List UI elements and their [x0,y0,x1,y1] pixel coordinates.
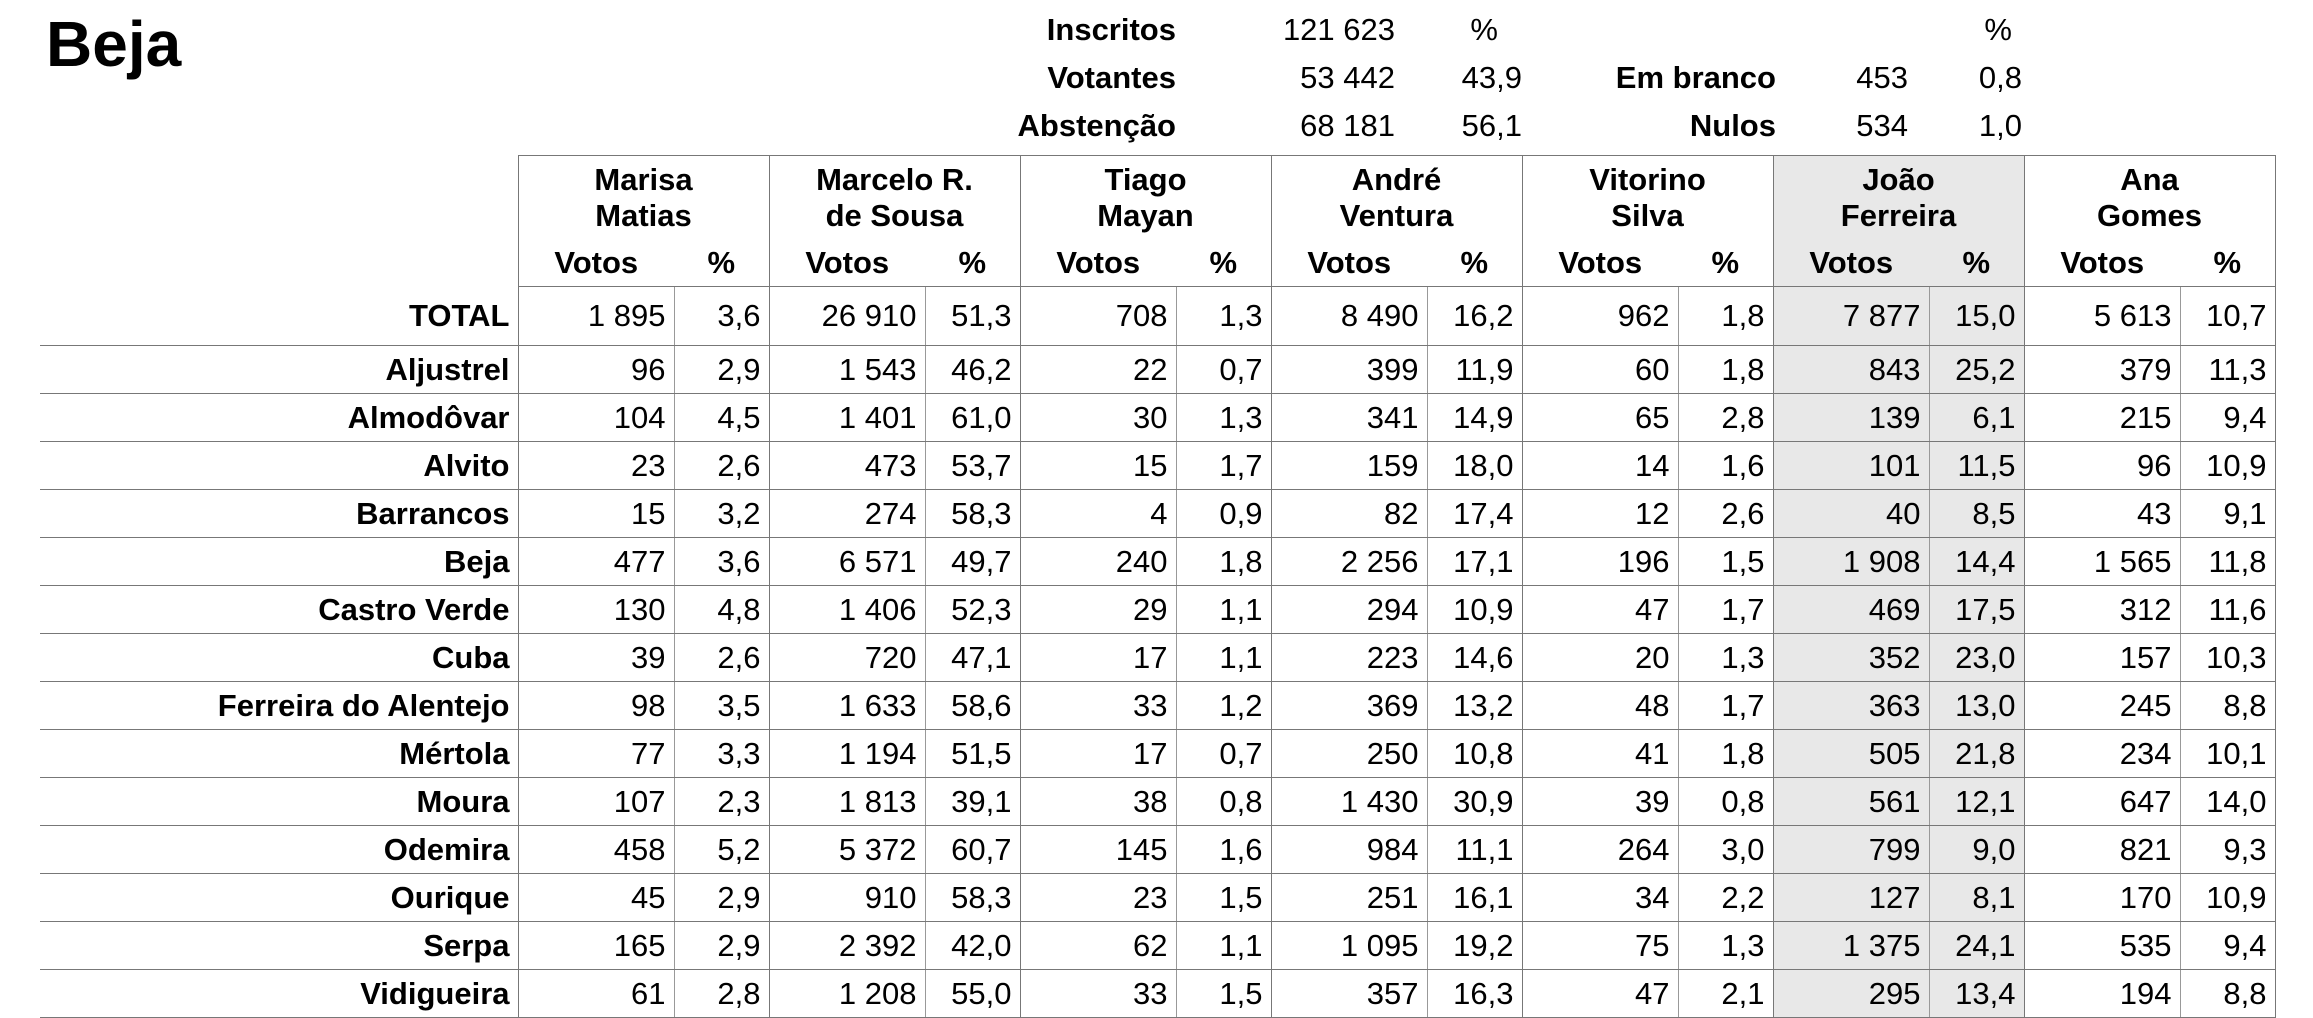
pct-cell: 2,8 [674,970,769,1018]
votes-cell: 60 [1522,346,1678,394]
pct-cell: 9,1 [2180,490,2275,538]
votes-cell: 82 [1271,490,1427,538]
votes-cell: 264 [1522,826,1678,874]
pct-cell: 1,3 [1678,922,1773,970]
pct-cell: 10,9 [1427,586,1522,634]
votes-cell: 39 [518,634,674,682]
pct-cell: 14,9 [1427,394,1522,442]
pct-header: % [1427,240,1522,287]
votes-cell: 274 [769,490,925,538]
votes-cell: 234 [2024,730,2180,778]
votes-cell: 379 [2024,346,2180,394]
municipality-name: Ferreira do Alentejo [40,682,518,730]
votes-cell: 20 [1522,634,1678,682]
table-row [40,778,2275,826]
votes-cell: 647 [2024,778,2180,826]
pct-cell: 6,1 [1929,394,2024,442]
candidate-header-row [40,156,2275,241]
votes-cell: 61 [518,970,674,1018]
candidate-name-line2: Matias [595,198,692,233]
pct-cell: 0,7 [1176,346,1271,394]
pct-cell: 1,8 [1678,346,1773,394]
pct-cell: 1,7 [1678,682,1773,730]
pct-cell: 12,1 [1929,778,2024,826]
abstencao-pct: 56,1 [1461,108,1522,143]
votes-cell: 130 [518,586,674,634]
votes-cell: 720 [769,634,925,682]
pct-cell: 3,5 [674,682,769,730]
pct-cell: 5,2 [674,826,769,874]
pct-header-left: % [1470,12,1498,47]
pct-cell: 8,8 [2180,970,2275,1018]
pct-cell: 58,6 [925,682,1020,730]
votes-cell: 29 [1020,586,1176,634]
pct-cell: 1,1 [1176,586,1271,634]
abstencao-value: 68 181 [1300,108,1395,143]
municipality-name: Mértola [40,730,518,778]
votes-cell: 39 [1522,778,1678,826]
pct-cell: 0,8 [1176,778,1271,826]
votes-cell: 294 [1271,586,1427,634]
pct-cell: 11,5 [1929,442,2024,490]
pct-cell: 11,6 [2180,586,2275,634]
votos-header: Votos [1773,240,1929,287]
pct-cell: 16,3 [1427,970,1522,1018]
votes-cell: 2 256 [1271,538,1427,586]
votes-cell: 1 095 [1271,922,1427,970]
votes-cell: 708 [1020,287,1176,346]
pct-cell: 13,2 [1427,682,1522,730]
candidate-name-line2: Mayan [1097,198,1194,233]
pct-cell: 58,3 [925,490,1020,538]
pct-header: % [2180,240,2275,287]
pct-cell: 55,0 [925,970,1020,1018]
votes-cell: 30 [1020,394,1176,442]
votes-cell: 910 [769,874,925,922]
pct-cell: 10,1 [2180,730,2275,778]
votes-cell: 26 910 [769,287,925,346]
votes-cell: 96 [518,346,674,394]
table-row [40,538,2275,586]
votes-cell: 6 571 [769,538,925,586]
pct-cell: 11,8 [2180,538,2275,586]
votes-cell: 41 [1522,730,1678,778]
nulos-label: Nulos [1689,108,1776,143]
pct-cell: 9,3 [2180,826,2275,874]
votantes-pct: 43,9 [1461,60,1522,95]
pct-cell: 1,5 [1176,874,1271,922]
table-row [40,394,2275,442]
votes-cell: 821 [2024,826,2180,874]
pct-cell: 14,0 [2180,778,2275,826]
candidate-name-line2: Silva [1611,198,1684,233]
votes-cell: 799 [1773,826,1929,874]
pct-cell: 30,9 [1427,778,1522,826]
votes-cell: 984 [1271,826,1427,874]
pct-cell: 15,0 [1929,287,2024,346]
pct-cell: 14,4 [1929,538,2024,586]
pct-cell: 0,9 [1176,490,1271,538]
municipality-name: Almodôvar [40,394,518,442]
votes-cell: 2 392 [769,922,925,970]
votes-cell: 505 [1773,730,1929,778]
votes-cell: 15 [518,490,674,538]
votes-cell: 47 [1522,970,1678,1018]
candidate-name-line2: Ferreira [1840,198,1957,233]
pct-cell: 19,2 [1427,922,1522,970]
municipality-name: Cuba [40,634,518,682]
pct-cell: 51,3 [925,287,1020,346]
votes-cell: 1 565 [2024,538,2180,586]
table-row [40,634,2275,682]
pct-cell: 39,1 [925,778,1020,826]
pct-header: % [674,240,769,287]
pct-cell: 3,0 [1678,826,1773,874]
candidate-name-line1: Vitorino [1589,162,1706,197]
pct-cell: 2,2 [1678,874,1773,922]
pct-cell: 17,1 [1427,538,1522,586]
pct-cell: 1,8 [1678,287,1773,346]
em-branco-value: 453 [1856,60,1908,95]
nulos-value: 534 [1856,108,1908,143]
votes-cell: 5 372 [769,826,925,874]
nulos-pct: 1,0 [1978,108,2022,143]
pct-cell: 51,5 [925,730,1020,778]
results-table [40,155,2276,1018]
pct-cell: 1,5 [1678,538,1773,586]
votes-cell: 469 [1773,586,1929,634]
pct-cell: 4,5 [674,394,769,442]
municipality-name: Alvito [40,442,518,490]
pct-cell: 60,7 [925,826,1020,874]
pct-cell: 18,0 [1427,442,1522,490]
candidate-name-line1: Ana [2120,162,2179,197]
candidate-header [518,156,769,241]
municipality-name: Odemira [40,826,518,874]
votos-header: Votos [769,240,925,287]
votes-cell: 75 [1522,922,1678,970]
pct-cell: 2,9 [674,346,769,394]
pct-cell: 2,3 [674,778,769,826]
votos-header: Votos [2024,240,2180,287]
votes-cell: 1 194 [769,730,925,778]
pct-cell: 3,2 [674,490,769,538]
table-row [40,442,2275,490]
pct-cell: 1,8 [1678,730,1773,778]
votes-cell: 477 [518,538,674,586]
candidate-name-line2: Ventura [1339,198,1454,233]
table-row [40,586,2275,634]
pct-cell: 21,8 [1929,730,2024,778]
votes-cell: 352 [1773,634,1929,682]
votes-cell: 1 401 [769,394,925,442]
em-branco-label: Em branco [1615,60,1776,95]
pct-cell: 1,2 [1176,682,1271,730]
pct-cell: 23,0 [1929,634,2024,682]
pct-cell: 47,1 [925,634,1020,682]
votes-cell: 14 [1522,442,1678,490]
votes-cell: 1 895 [518,287,674,346]
pct-cell: 9,0 [1929,826,2024,874]
votes-cell: 250 [1271,730,1427,778]
pct-cell: 11,9 [1427,346,1522,394]
votes-cell: 1 375 [1773,922,1929,970]
votes-cell: 98 [518,682,674,730]
total-row [40,287,2275,346]
votes-cell: 215 [2024,394,2180,442]
pct-cell: 1,6 [1176,826,1271,874]
pct-cell: 10,3 [2180,634,2275,682]
table-row [40,730,2275,778]
abstencao-label: Abstenção [1017,108,1176,143]
candidate-name-line2: Gomes [2096,198,2203,233]
pct-cell: 8,8 [2180,682,2275,730]
votes-cell: 1 908 [1773,538,1929,586]
pct-cell: 13,4 [1929,970,2024,1018]
district-title: Beja [46,8,182,80]
votes-cell: 101 [1773,442,1929,490]
pct-cell: 1,3 [1176,394,1271,442]
votes-cell: 165 [518,922,674,970]
votes-cell: 96 [2024,442,2180,490]
pct-cell: 58,3 [925,874,1020,922]
pct-cell: 2,9 [674,874,769,922]
votes-cell: 43 [2024,490,2180,538]
header-spacer [40,156,518,241]
votes-cell: 357 [1271,970,1427,1018]
votes-cell: 1 633 [769,682,925,730]
candidate-header [1271,156,1522,241]
votes-cell: 295 [1773,970,1929,1018]
votes-cell: 34 [1522,874,1678,922]
candidate-header [1522,156,1773,241]
table-row [40,970,2275,1018]
votes-cell: 157 [2024,634,2180,682]
votes-cell: 5 613 [2024,287,2180,346]
table-row [40,922,2275,970]
pct-cell: 10,9 [2180,442,2275,490]
votes-cell: 104 [518,394,674,442]
votes-cell: 4 [1020,490,1176,538]
pct-cell: 1,1 [1176,922,1271,970]
votes-cell: 7 877 [1773,287,1929,346]
votes-cell: 127 [1773,874,1929,922]
votes-cell: 17 [1020,634,1176,682]
pct-cell: 9,4 [2180,922,2275,970]
votes-cell: 12 [1522,490,1678,538]
pct-cell: 3,6 [674,287,769,346]
table-row [40,874,2275,922]
votes-cell: 399 [1271,346,1427,394]
votes-cell: 65 [1522,394,1678,442]
votes-cell: 48 [1522,682,1678,730]
votes-cell: 240 [1020,538,1176,586]
votes-cell: 251 [1271,874,1427,922]
pct-cell: 2,6 [674,442,769,490]
municipality-name: TOTAL [40,287,518,346]
votes-cell: 1 208 [769,970,925,1018]
pct-cell: 25,2 [1929,346,2024,394]
votes-cell: 47 [1522,586,1678,634]
votes-cell: 45 [518,874,674,922]
votes-cell: 196 [1522,538,1678,586]
pct-header: % [1176,240,1271,287]
candidate-header [2024,156,2275,241]
candidate-header [1773,156,2024,241]
pct-cell: 52,3 [925,586,1020,634]
municipality-name: Vidigueira [40,970,518,1018]
pct-cell: 11,3 [2180,346,2275,394]
votes-cell: 38 [1020,778,1176,826]
votos-header: Votos [1271,240,1427,287]
table-row [40,826,2275,874]
municipality-name: Beja [40,538,518,586]
votes-cell: 22 [1020,346,1176,394]
pct-cell: 24,1 [1929,922,2024,970]
votos-header: Votos [1020,240,1176,287]
candidate-name-line1: André [1351,162,1442,197]
votes-cell: 1 543 [769,346,925,394]
candidate-name-line1: Marisa [594,162,693,197]
pct-cell: 42,0 [925,922,1020,970]
candidate-name-line1: João [1862,162,1935,197]
pct-cell: 46,2 [925,346,1020,394]
votes-cell: 170 [2024,874,2180,922]
municipality-name: Barrancos [40,490,518,538]
pct-cell: 53,7 [925,442,1020,490]
votes-cell: 458 [518,826,674,874]
pct-cell: 17,4 [1427,490,1522,538]
votes-cell: 33 [1020,682,1176,730]
pct-cell: 10,8 [1427,730,1522,778]
votes-cell: 194 [2024,970,2180,1018]
votes-cell: 1 430 [1271,778,1427,826]
votes-cell: 341 [1271,394,1427,442]
votes-cell: 15 [1020,442,1176,490]
votes-cell: 223 [1271,634,1427,682]
pct-cell: 8,5 [1929,490,2024,538]
pct-cell: 1,3 [1678,634,1773,682]
votes-cell: 843 [1773,346,1929,394]
pct-cell: 10,9 [2180,874,2275,922]
votes-cell: 107 [518,778,674,826]
pct-cell: 8,1 [1929,874,2024,922]
pct-cell: 4,8 [674,586,769,634]
municipality-name: Castro Verde [40,586,518,634]
votes-cell: 1 813 [769,778,925,826]
municipality-name: Aljustrel [40,346,518,394]
pct-cell: 1,6 [1678,442,1773,490]
votes-cell: 962 [1522,287,1678,346]
votes-cell: 62 [1020,922,1176,970]
candidate-name-line1: Tiago [1104,162,1187,197]
inscritos-value: 121 623 [1282,12,1395,47]
votes-cell: 312 [2024,586,2180,634]
pct-cell: 61,0 [925,394,1020,442]
votes-cell: 17 [1020,730,1176,778]
municipality-name: Ourique [40,874,518,922]
pct-cell: 0,8 [1678,778,1773,826]
pct-cell: 49,7 [925,538,1020,586]
pct-cell: 2,9 [674,922,769,970]
votes-cell: 23 [1020,874,1176,922]
votes-cell: 139 [1773,394,1929,442]
votes-cell: 159 [1271,442,1427,490]
votes-cell: 33 [1020,970,1176,1018]
municipality-name: Moura [40,778,518,826]
pct-cell: 1,7 [1176,442,1271,490]
votes-cell: 40 [1773,490,1929,538]
votantes-label: Votantes [1047,60,1176,95]
pct-cell: 17,5 [1929,586,2024,634]
pct-cell: 0,7 [1176,730,1271,778]
pct-header: % [1929,240,2024,287]
votes-cell: 369 [1271,682,1427,730]
candidate-header [1020,156,1271,241]
table-row [40,346,2275,394]
pct-cell: 16,1 [1427,874,1522,922]
votes-cell: 535 [2024,922,2180,970]
em-branco-pct: 0,8 [1978,60,2022,95]
pct-cell: 13,0 [1929,682,2024,730]
pct-cell: 1,5 [1176,970,1271,1018]
votos-header: Votos [518,240,674,287]
pct-cell: 1,8 [1176,538,1271,586]
votes-cell: 245 [2024,682,2180,730]
candidate-header [769,156,1020,241]
subheader-row [40,240,2275,287]
votes-cell: 561 [1773,778,1929,826]
pct-cell: 9,4 [2180,394,2275,442]
pct-cell: 1,3 [1176,287,1271,346]
pct-cell: 2,1 [1678,970,1773,1018]
pct-cell: 11,1 [1427,826,1522,874]
table-row [40,490,2275,538]
pct-cell: 2,6 [1678,490,1773,538]
table-row [40,682,2275,730]
pct-header-right: % [1984,12,2012,47]
pct-cell: 3,6 [674,538,769,586]
votantes-value: 53 442 [1300,60,1395,95]
pct-cell: 1,1 [1176,634,1271,682]
votes-cell: 1 406 [769,586,925,634]
votes-cell: 8 490 [1271,287,1427,346]
pct-cell: 2,6 [674,634,769,682]
candidate-name-line1: Marcelo R. [816,162,973,197]
inscritos-label: Inscritos [1046,12,1176,47]
candidate-name-line2: de Sousa [825,198,964,233]
votos-header: Votos [1522,240,1678,287]
pct-cell: 3,3 [674,730,769,778]
votes-cell: 145 [1020,826,1176,874]
votes-cell: 363 [1773,682,1929,730]
pct-cell: 14,6 [1427,634,1522,682]
pct-cell: 10,7 [2180,287,2275,346]
pct-cell: 1,7 [1678,586,1773,634]
subheader-spacer [40,240,518,287]
votes-cell: 473 [769,442,925,490]
municipality-name: Serpa [40,922,518,970]
pct-cell: 2,8 [1678,394,1773,442]
votes-cell: 77 [518,730,674,778]
pct-cell: 16,2 [1427,287,1522,346]
pct-header: % [925,240,1020,287]
votes-cell: 23 [518,442,674,490]
pct-header: % [1678,240,1773,287]
